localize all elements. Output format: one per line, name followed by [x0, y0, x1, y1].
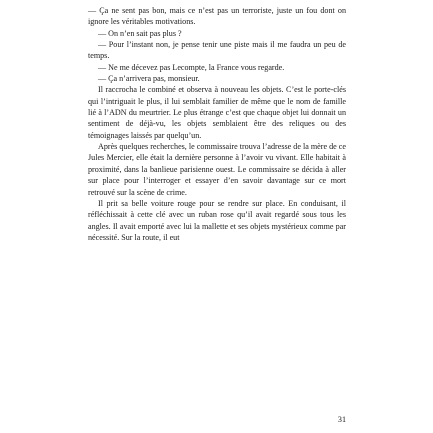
paragraph: — Pour l’instant non, je pense tenir une piste mais il me faudra un peu de temps. — [88, 40, 346, 61]
paragraph: — Ça n’arrivera pas, monsieur. — [98, 74, 200, 84]
page-number: 31 — [337, 415, 346, 424]
paragraph: — On n’en sait pas plus ? — [98, 28, 182, 38]
paragraph: Après quelques recherches, le commissaire trouva l’adresse de la mère de ce Jules Mercier, elle était la dernière personne à l’avoir vu vivant. Elle habitait à proximité, dans la banlieue parisienne ouest. Le commissaire se décida à aller sur place pour l’interroger et essayer d’en savoir davantage sur ce mort retrouvé sur la scène de crime. — [88, 142, 346, 197]
paragraph: — Ça ne sent pas bon, mais ce n’est pas un terroriste, juste un fou dont on ignore les véritables motivations. — [88, 6, 346, 27]
book-page — [88, 5, 346, 425]
paragraph: Il raccrocha le combiné et observa à nouveau les objets. C’est le porte-clés qui l’intriguait le plus, il lui semblait familier de même que le nom de famille lié à l’ADN du meurtrier. Le plus étrange c’est que chaque objet lui donnait un sentiment de déjà-vu, les objets semblaient être des reliques ou des témoignages laissés par quelqu’un. — [88, 85, 346, 140]
paragraph: — Ne me décevez pas Lecompte, la France vous regarde. — [98, 62, 285, 72]
paragraph: Il prit sa belle voiture rouge pour se rendre sur place. En conduisant, il réfléchissait à cette clé avec un ruban rose qu’il avait regardé sous tous les angles. Il avait emporté avec lui la mallette et ses objets mystérieux comme par nécessité. Sur la route, il eut — [88, 198, 346, 242]
